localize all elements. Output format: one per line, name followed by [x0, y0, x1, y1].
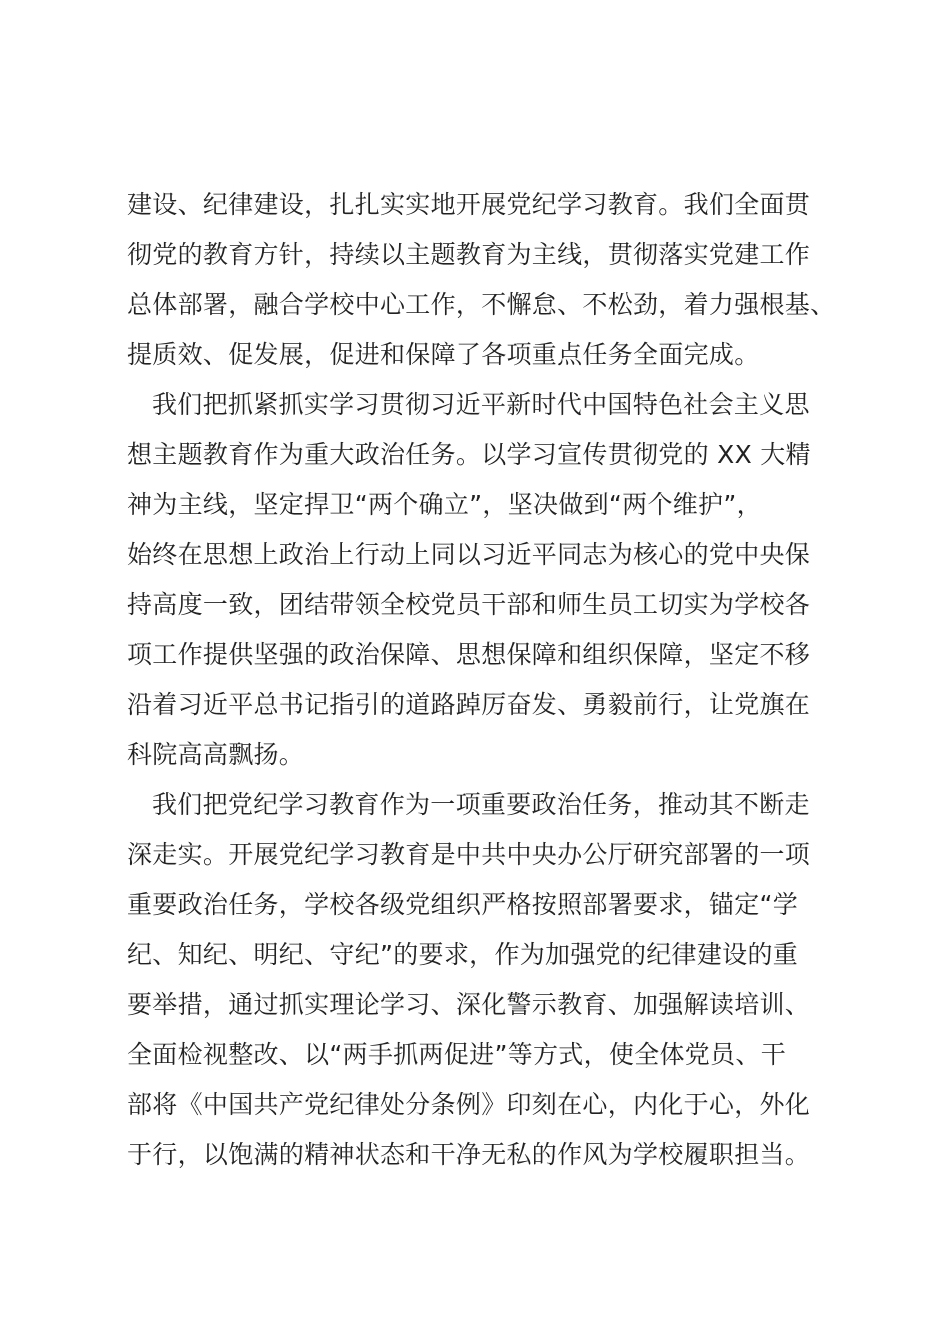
text-line: 我们把抓紧抓实学习贯彻习近平新时代中国特色社会主义思	[152, 390, 810, 419]
text-line: 我们把党纪学习教育作为一项重要政治任务，推动其不断走	[152, 790, 810, 819]
text-line: 始终在思想上政治上行动上同以习近平同志为核心的党中央保	[127, 540, 811, 569]
text-line: 想主题教育作为重大政治任务。以学习宣传贯彻党的 XX 大精	[127, 440, 811, 469]
paragraph-2	[127, 380, 827, 780]
document-body	[127, 180, 836, 1180]
paragraph-3	[127, 780, 827, 1180]
text-line: 持高度一致，团结带领全校党员干部和师生员工切实为学校各	[127, 590, 811, 619]
text-line: 彻党的教育方针，持续以主题教育为主线，贯彻落实党建工作	[127, 240, 811, 269]
text-line: 提质效、促发展，促进和保障了各项重点任务全面完成。	[127, 340, 760, 369]
text-line: 总体部署，融合学校中心工作，不懈怠、不松劲，着力强根基、	[127, 290, 836, 319]
text-line: 纪、知纪、明纪、守纪”的要求，作为加强党的纪律建设的重	[127, 940, 799, 969]
text-line: 神为主线，坚定捍卫“两个确立”，坚决做到“两个维护”，	[127, 490, 762, 519]
text-line: 部将《中国共产党纪律处分条例》印刻在心，内化于心，外化	[127, 1090, 811, 1119]
text-line: 项工作提供坚强的政治保障、思想保障和组织保障，坚定不移	[127, 640, 811, 669]
text-line: 于行，以饱满的精神状态和干净无私的作风为学校履职担当。	[127, 1140, 811, 1169]
paragraph-1	[127, 180, 836, 380]
text-line: 全面检视整改、以“两手抓两促进”等方式，使全体党员、干	[127, 1040, 787, 1069]
text-line: 深走实。开展党纪学习教育是中共中央办公厅研究部署的一项	[127, 840, 811, 869]
text-line: 沿着习近平总书记指引的道路踔厉奋发、勇毅前行，让党旗在	[127, 690, 811, 719]
text-line: 重要政治任务，学校各级党组织严格按照部署要求，锚定“学	[127, 890, 799, 919]
text-line: 要举措，通过抓实理论学习、深化警示教育、加强解读培训、	[127, 990, 811, 1019]
text-line: 科院高高飘扬。	[127, 740, 305, 769]
text-line: 建设、纪律建设，扎扎实实地开展党纪学习教育。我们全面贯	[127, 190, 811, 219]
